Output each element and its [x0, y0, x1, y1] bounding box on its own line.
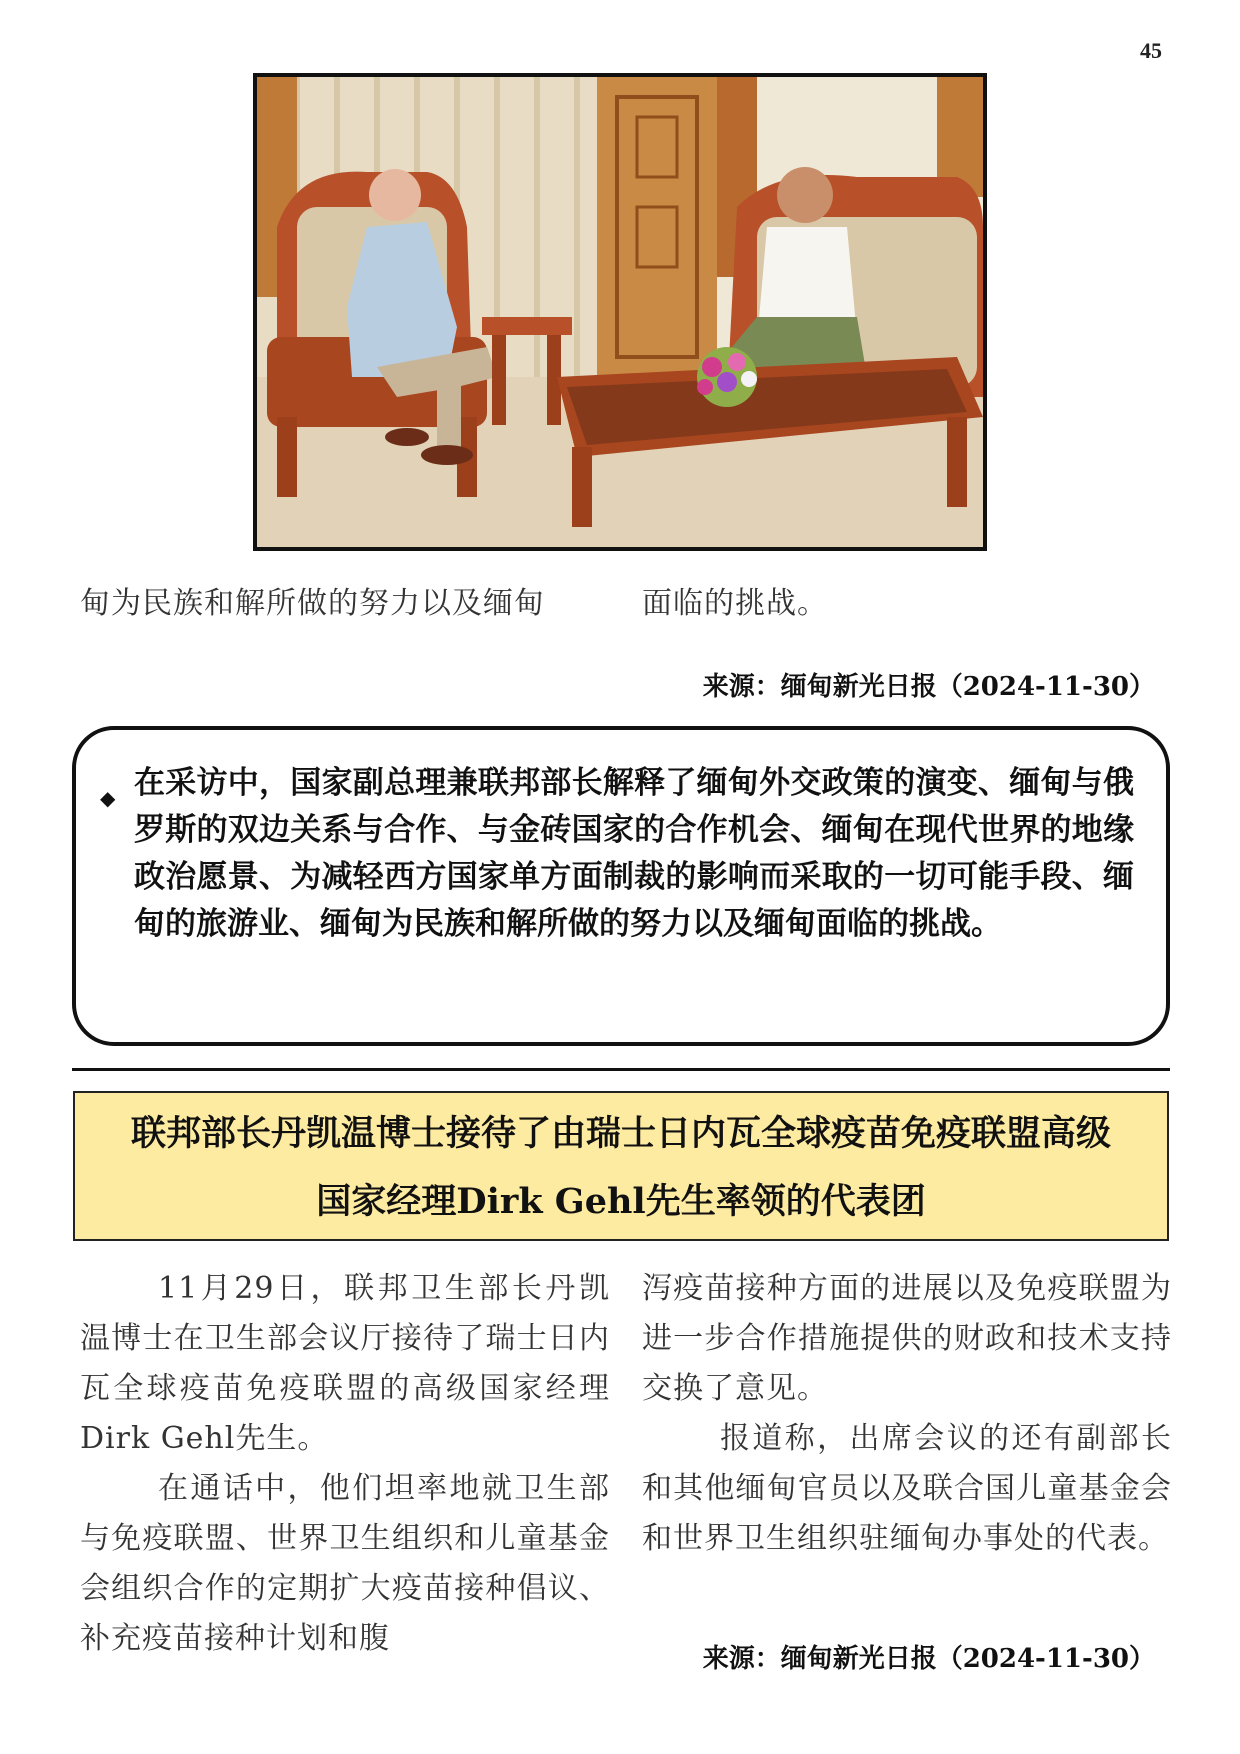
- headline-box: [73, 1091, 1169, 1241]
- article-paragraph: 11月29日，联邦卫生部长丹凯温博士在卫生部会议厅接待了瑞士日内瓦全球疫苗免疫联盟的高级国家经理Dirk Gehl先生。: [80, 1271, 610, 1456]
- article-tail-right: 面临的挑战。: [642, 586, 828, 621]
- summary-box: [72, 726, 1170, 1046]
- article-paragraph: 报道称，出席会议的还有副部长和其他缅甸官员以及联合国儿童基金会和世界卫生组织驻缅甸办事处的代表。: [642, 1421, 1172, 1556]
- headline-line-2: 国家经理Dirk Gehl先生率领的代表团: [316, 1181, 926, 1222]
- article-right-column: [642, 1264, 1172, 1564]
- page-number: 45: [1140, 38, 1162, 63]
- diamond-bullet-icon: ◆: [100, 786, 116, 810]
- article-left-column: [80, 1264, 610, 1664]
- article-paragraph: 泻疫苗接种方面的进展以及免疫联盟为进一步合作措施提供的财政和技术支持交换了意见。: [642, 1271, 1172, 1406]
- section-divider: [72, 1068, 1170, 1071]
- article-source: 来源：缅甸新光日报（2024-11-30）: [702, 672, 1155, 702]
- article-paragraph: 在通话中，他们坦率地就卫生部与免疫联盟、世界卫生组织和儿童基金会组织合作的定期扩大疫苗接种倡议、补充疫苗接种计划和腹: [80, 1471, 610, 1656]
- article-source: 来源：缅甸新光日报（2024-11-30）: [702, 1644, 1155, 1674]
- meeting-photo: [253, 73, 987, 551]
- summary-text: 在采访中，国家副总理兼联邦部长解释了缅甸外交政策的演变、缅甸与俄罗斯的双边关系与合作、与金砖国家的合作机会、缅甸在现代世界的地缘政治愿景、为减轻西方国家单方面制裁的影响而采取的一切可能手段、缅甸的旅游业、缅甸为民族和解所做的努力以及缅甸面临的挑战。: [134, 765, 1134, 942]
- headline-line-1: 联邦部长丹凯温博士接待了由瑞士日内瓦全球疫苗免疫联盟高级: [130, 1113, 1111, 1154]
- article-tail-left: 甸为民族和解所做的努力以及缅甸: [80, 586, 545, 621]
- meeting-photo-icon: [257, 77, 983, 547]
